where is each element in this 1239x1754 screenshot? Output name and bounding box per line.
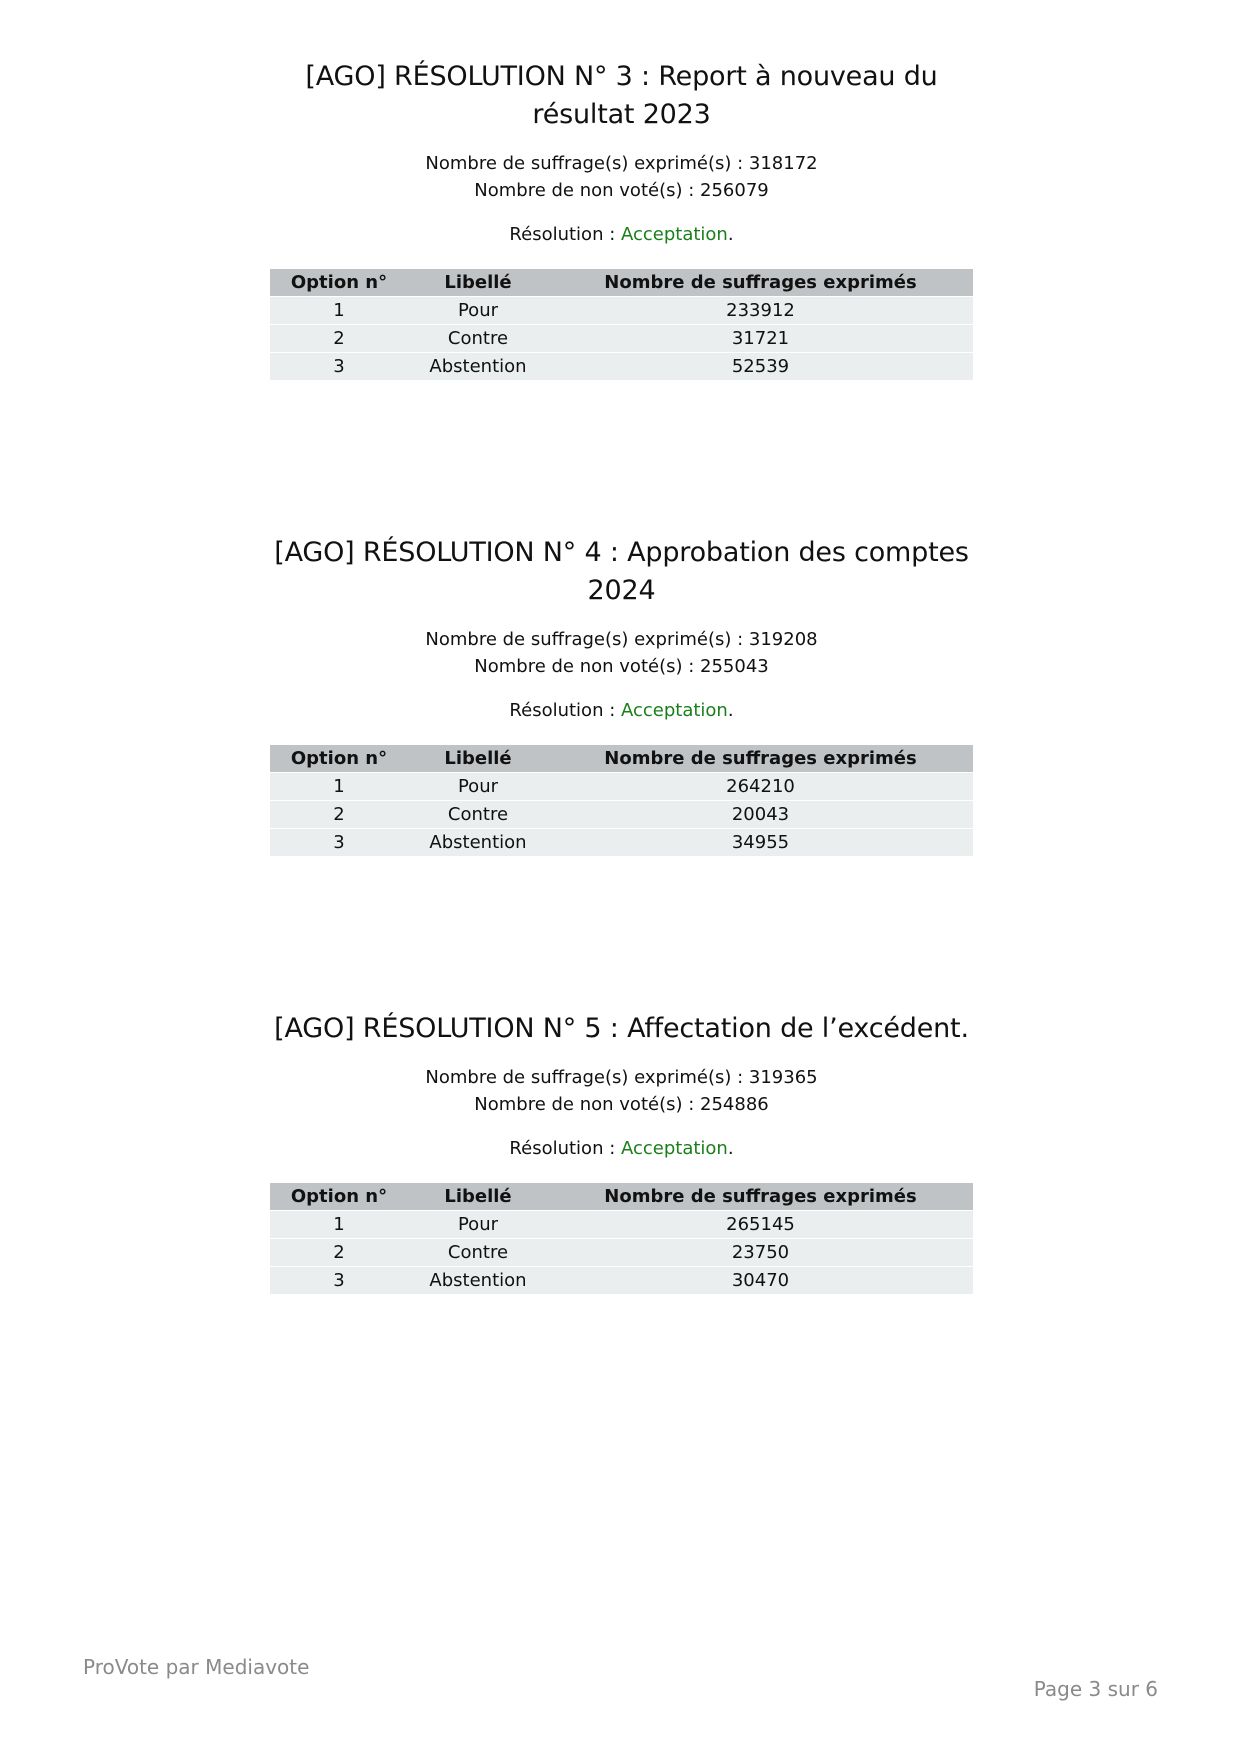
table-row [270, 325, 973, 353]
suffrages-count: Nombre de suffrage(s) exprimé(s) : 318172 [425, 153, 818, 174]
option-count: 23750 [548, 1239, 973, 1267]
non-votes-count: Nombre de non voté(s) : 255043 [474, 656, 769, 677]
suffrages-count: Nombre de suffrage(s) exprimé(s) : 319365 [425, 1067, 818, 1088]
header-option: Option n° [270, 269, 408, 297]
resolution-stats [270, 150, 973, 204]
option-number: 1 [270, 297, 408, 325]
table-row [270, 1239, 973, 1267]
table-header-row [270, 1183, 973, 1211]
option-label: Abstention [408, 353, 548, 381]
option-number: 2 [270, 325, 408, 353]
votes-table [270, 269, 973, 380]
resolution-title [270, 1010, 973, 1048]
option-number: 2 [270, 801, 408, 829]
resolution-outcome: Acceptation [620, 224, 728, 245]
footer-brand: ProVote par Mediavote [83, 1655, 310, 1679]
option-number: 3 [270, 1267, 408, 1295]
option-number: 3 [270, 829, 408, 857]
non-votes-count: Nombre de non voté(s) : 256079 [474, 180, 769, 201]
resolution-title-line2: 2024 [587, 575, 656, 606]
option-count: 264210 [548, 773, 973, 801]
votes-table [270, 745, 973, 856]
table-row [270, 297, 973, 325]
resolution-outcome-line: Résolution : Acceptation. [509, 224, 734, 245]
table-row [270, 1267, 973, 1295]
option-number: 1 [270, 1211, 408, 1239]
resolution-title [270, 534, 973, 610]
option-label: Pour [408, 297, 548, 325]
header-option: Option n° [270, 745, 408, 773]
resolution-label: Résolution : [509, 224, 621, 245]
option-count: 30470 [548, 1267, 973, 1295]
votes-table [270, 1183, 973, 1294]
table-header-row [270, 745, 973, 773]
resolution-outcome: Acceptation [620, 700, 728, 721]
header-count: Nombre de suffrages exprimés [548, 745, 973, 773]
suffrages-count: Nombre de suffrage(s) exprimé(s) : 319208 [425, 629, 818, 650]
resolution-section-4 [270, 534, 973, 856]
option-label: Pour [408, 1211, 548, 1239]
option-number: 2 [270, 1239, 408, 1267]
resolution-label: Résolution : [509, 1138, 621, 1159]
resolution-outcome-line: Résolution : Acceptation. [509, 1138, 734, 1159]
resolution-title [270, 58, 973, 134]
option-label: Abstention [408, 1267, 548, 1295]
resolution-stats [270, 626, 973, 680]
option-number: 3 [270, 353, 408, 381]
table-row [270, 801, 973, 829]
option-label: Abstention [408, 829, 548, 857]
table-row [270, 773, 973, 801]
option-count: 233912 [548, 297, 973, 325]
non-votes-count: Nombre de non voté(s) : 254886 [474, 1094, 769, 1115]
header-count: Nombre de suffrages exprimés [548, 1183, 973, 1211]
table-row [270, 829, 973, 857]
table-row [270, 1211, 973, 1239]
resolution-outcome: Acceptation [620, 1138, 728, 1159]
header-label: Libellé [408, 269, 548, 297]
resolution-label: Résolution : [509, 700, 621, 721]
resolution-outcome-line: Résolution : Acceptation. [509, 700, 734, 721]
resolution-title-line2: résultat 2023 [532, 99, 711, 130]
option-count: 34955 [548, 829, 973, 857]
option-label: Contre [408, 1239, 548, 1267]
header-count: Nombre de suffrages exprimés [548, 269, 973, 297]
option-label: Pour [408, 773, 548, 801]
option-label: Contre [408, 325, 548, 353]
header-label: Libellé [408, 1183, 548, 1211]
option-label: Contre [408, 801, 548, 829]
resolution-title-line1: [AGO] RÉSOLUTION N° 3 : Report à nouveau du [305, 61, 938, 92]
option-count: 52539 [548, 353, 973, 381]
resolution-title-line1: [AGO] RÉSOLUTION N° 4 : Approbation des comptes [274, 537, 969, 568]
table-row [270, 353, 973, 381]
option-count: 31721 [548, 325, 973, 353]
header-option: Option n° [270, 1183, 408, 1211]
resolution-stats [270, 1064, 973, 1118]
header-label: Libellé [408, 745, 548, 773]
page-number: Page 3 sur 6 [1033, 1677, 1158, 1701]
resolution-title-line1: [AGO] RÉSOLUTION N° 5 : Affectation de l’excédent. [274, 1013, 969, 1044]
table-header-row [270, 269, 973, 297]
option-count: 20043 [548, 801, 973, 829]
resolution-section-5 [270, 1010, 973, 1294]
option-count: 265145 [548, 1211, 973, 1239]
option-number: 1 [270, 773, 408, 801]
resolution-section-3 [270, 58, 973, 380]
